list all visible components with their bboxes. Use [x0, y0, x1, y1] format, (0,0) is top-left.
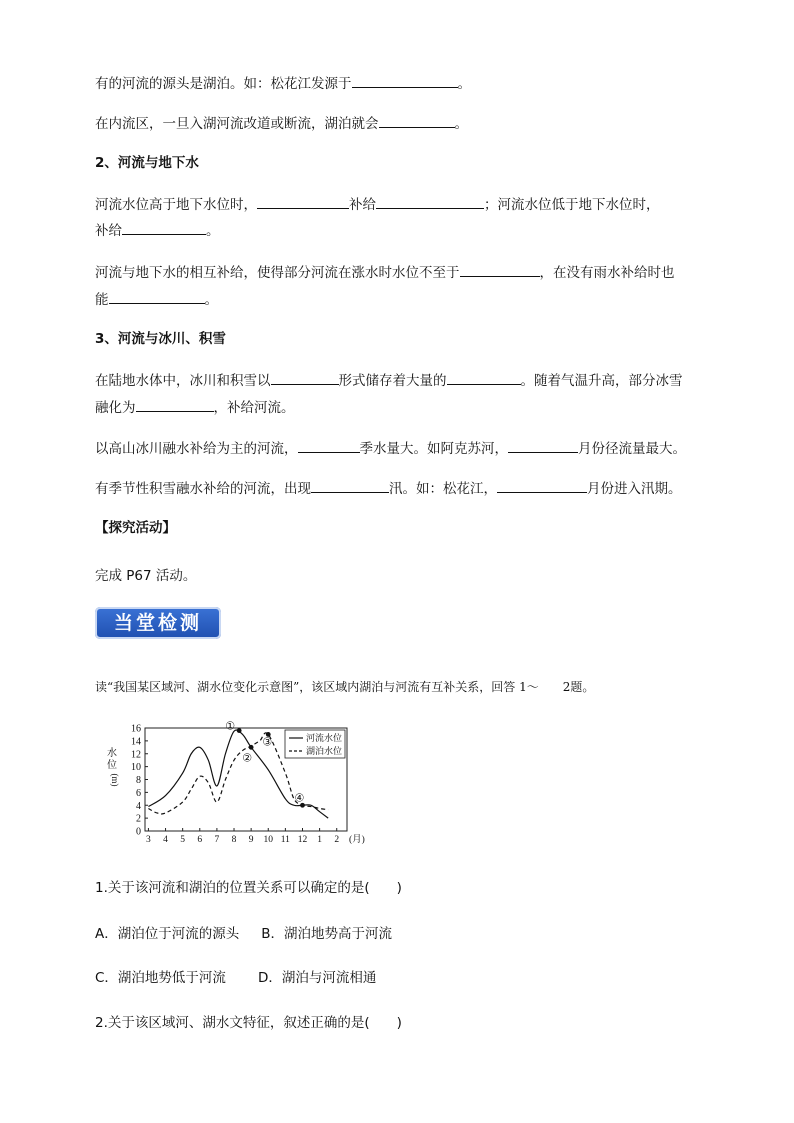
answer-blank[interactable] — [376, 194, 484, 209]
section-heading-3: 3、河流与冰川、积雪 — [95, 331, 226, 347]
y-axis-label-unit: (m) — [110, 773, 120, 787]
y-axis-label-char: 水 — [107, 748, 117, 759]
x-tick-label: 9 — [248, 835, 254, 845]
line-p4 — [95, 262, 675, 283]
section-banner: 当堂检测 — [95, 607, 221, 639]
y-tick-label: 2 — [136, 813, 141, 825]
line-p5 — [95, 370, 683, 391]
answer-blank[interactable] — [508, 438, 578, 453]
x-tick-label: 2 — [334, 835, 340, 845]
text: 以高山冰川融水补给为主的河流， — [95, 441, 298, 457]
x-axis-label: (月) — [349, 835, 365, 845]
question-1-options-ab — [95, 924, 392, 944]
y-tick-label: 8 — [136, 775, 141, 786]
y-tick-label: 14 — [131, 736, 141, 748]
marker-label-3: ③ — [262, 736, 273, 749]
text: 月份径流量最大。 — [578, 441, 686, 457]
option-b[interactable]: B．湖泊地势高于河流 — [261, 926, 393, 942]
y-tick-label: 4 — [136, 800, 141, 812]
x-tick-label: 3 — [146, 835, 151, 845]
text: 河流与地下水的相互补给，使得部分河流在涨水时水位不至于 — [95, 265, 460, 281]
line-p5b — [95, 397, 295, 418]
text: 在陆地水体中，冰川和积雪以 — [95, 373, 271, 389]
text: 月份进入汛期。 — [587, 481, 682, 497]
line-p1 — [95, 73, 471, 94]
text: 有的河流的源头是湖泊。如：松花江发源于 — [95, 76, 352, 92]
answer-blank[interactable] — [460, 262, 540, 277]
answer-blank[interactable] — [109, 289, 205, 304]
x-tick-label: 1 — [317, 835, 322, 845]
text: 汛。如：松花江， — [389, 481, 497, 497]
x-tick-label: 8 — [231, 835, 237, 845]
marker-label-2: ② — [242, 752, 253, 765]
y-tick-label: 12 — [131, 749, 141, 761]
question-1-options-cd — [95, 968, 376, 988]
legend-river-label: 河流水位 — [306, 733, 343, 743]
x-tick-label: 10 — [263, 835, 274, 845]
line-p4b — [95, 289, 218, 310]
y-tick-label: 6 — [136, 787, 141, 799]
answer-blank[interactable] — [136, 397, 214, 412]
answer-blank[interactable] — [298, 438, 360, 453]
answer-blank[interactable] — [122, 220, 206, 235]
y-tick-label: 16 — [131, 723, 141, 735]
line-p3b — [95, 220, 220, 241]
text: 补给 — [95, 223, 122, 239]
text: 在内流区，一旦入湖河流改道或断流，湖泊就会 — [95, 116, 379, 132]
option-d[interactable]: D．湖泊与河流相通 — [257, 970, 377, 986]
explore-text: 完成 P67 活动。 — [95, 568, 197, 584]
line-p3 — [95, 194, 660, 215]
text: 。 — [454, 116, 468, 132]
text: 。 — [457, 76, 471, 92]
text: ，在没有雨水补给时也 — [539, 265, 675, 281]
marker-label-4: ④ — [294, 792, 305, 805]
intro-tail: 2题。 — [562, 680, 595, 694]
water-level-chart — [100, 718, 365, 850]
x-tick-label: 5 — [180, 835, 186, 845]
text: 能 — [95, 292, 109, 308]
line-p7 — [95, 478, 682, 499]
marker-label-1: ① — [225, 720, 236, 733]
question-1-stem: 1.关于该河流和湖泊的位置关系可以确定的是( ) — [95, 880, 402, 896]
option-c[interactable]: C．湖泊地势低于河流 — [95, 970, 226, 986]
y-tick-label: 0 — [136, 826, 141, 838]
x-tick-label: 4 — [163, 835, 168, 845]
answer-blank[interactable] — [271, 370, 339, 385]
text: 融化为 — [95, 400, 136, 416]
marker-point-1 — [237, 728, 242, 733]
line-p6 — [95, 438, 686, 459]
answer-blank[interactable] — [352, 73, 458, 88]
x-tick-label: 7 — [214, 835, 220, 845]
text: 补给 — [349, 197, 376, 213]
marker-point-2 — [249, 745, 254, 750]
text: 形式储存着大量的 — [338, 373, 447, 389]
option-a[interactable]: A．湖泊位于河流的源头 — [95, 926, 240, 942]
text: 季水量大。如阿克苏河， — [359, 441, 508, 457]
text: ，补给河流。 — [213, 400, 295, 416]
question-2-stem: 2.关于该区域河、湖水文特征，叙述正确的是( ) — [95, 1015, 402, 1031]
text: 。随着气温升高，部分冰雪 — [520, 373, 683, 389]
text: 。 — [204, 292, 218, 308]
x-tick-label: 6 — [197, 835, 203, 845]
answer-blank[interactable] — [497, 478, 587, 493]
answer-blank[interactable] — [447, 370, 521, 385]
text: 河流水位高于地下水位时， — [95, 197, 257, 213]
explore-heading: 【探究活动】 — [95, 520, 176, 536]
x-tick-label: 11 — [280, 835, 290, 845]
text: ；河流水位低于地下水位时， — [484, 197, 660, 213]
section-heading-2: 2、河流与地下水 — [95, 155, 199, 171]
answer-blank[interactable] — [311, 478, 389, 493]
answer-blank[interactable] — [257, 194, 349, 209]
question-intro — [95, 677, 594, 697]
line-p2 — [95, 113, 468, 134]
intro-text: 读“我国某区域河、湖水位变化示意图”，该区域内湖泊与河流有互补关系，回答 1～ — [95, 680, 539, 694]
answer-blank[interactable] — [379, 113, 455, 128]
x-tick-label: 12 — [297, 835, 308, 845]
legend-lake-label: 湖泊水位 — [306, 746, 343, 756]
text: 有季节性积雪融水补给的河流，出现 — [95, 481, 311, 497]
y-tick-label: 10 — [131, 762, 141, 774]
y-axis-label-char: 位 — [107, 760, 117, 771]
text: 。 — [206, 223, 220, 239]
